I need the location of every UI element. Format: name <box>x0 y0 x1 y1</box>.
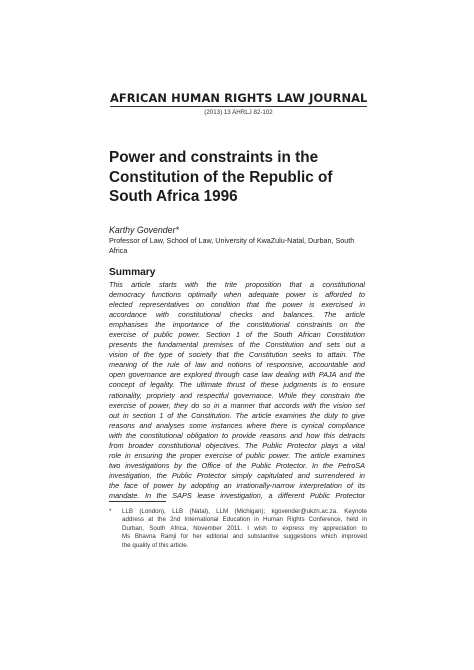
summary-line: exercise of public power. Section 1 of the South African Constitution <box>109 330 365 340</box>
footnote-marker: * <box>109 508 112 515</box>
summary-line: concept of legality. The ultimate thrust of these judgments is to ensure <box>109 380 365 390</box>
summary-heading: Summary <box>109 267 156 278</box>
affiliation-line: Africa <box>109 246 128 256</box>
footnote-line: Durban, South Africa, November 2011. I wish to express my appreciation to <box>122 524 367 532</box>
footnote-rule <box>109 501 166 502</box>
summary-line: the face of power by adopting an irrationally-narrow interpretation of its <box>109 480 365 490</box>
title-line: Constitution of the Republic of <box>109 168 333 186</box>
journal-name: AFRICAN HUMAN RIGHTS LAW JOURNAL <box>110 91 368 105</box>
title-line: South Africa 1996 <box>109 188 238 205</box>
summary-line: investigation, the Public Protector simply capitulated and surrendered in <box>109 470 365 480</box>
footnote-line: the quality of this article. <box>122 541 189 549</box>
footnote-line: Ms Bhavna Ramji for her editorial and substantive suggestions which improved <box>122 533 367 541</box>
footnote-line: address at the 2nd International Education in Human Rights Conference, held in <box>122 516 367 524</box>
summary-line: open governance are explored through case law dealing with PAJA and the <box>109 370 365 380</box>
author-name: Karthy Govender* <box>109 225 179 235</box>
summary-line: vision of the type of society that the Constitution seeks to attain. The <box>109 350 365 360</box>
summary-line: mandate. In the SAPS lease investigation, a different Public Protector <box>109 490 365 500</box>
summary-line: emphasises the importance of the constitutional constraints on the <box>109 320 365 330</box>
summary-line: presents the fundamental premises of the Constitution and sets out a <box>109 340 365 350</box>
summary-line: from broader constitutional objectives. The Public Protector plays a vital <box>109 440 365 450</box>
header-rule <box>110 106 367 107</box>
summary-line: elected representatives on condition that the power is exercised in <box>109 300 365 310</box>
summary-line: accordance with constitutional checks and balances. The article <box>109 310 365 320</box>
author-affiliation <box>109 236 369 256</box>
summary-text <box>109 280 365 501</box>
summary-line: rationality, propriety and respectful governance. While they constrain the <box>109 390 365 400</box>
footnote-text <box>122 508 367 550</box>
footnote-line: LLB (London), LLB (Natal), LLM (Michigan); kgovender@ukzn.ac.za. Keynote <box>122 508 367 515</box>
summary-line: role in ensuring the proper exercise of public power. The article examines <box>109 450 365 460</box>
article-title <box>109 148 369 207</box>
summary-line: This article starts with the trite proposition that a constitutional <box>109 280 365 289</box>
title-line: Power and constraints in the <box>109 149 319 166</box>
affiliation-line: Professor of Law, School of Law, University of KwaZulu-Natal, Durban, South <box>109 236 355 245</box>
summary-line: meaning of the rule of law and notions of responsive, accountable and <box>109 360 365 370</box>
journal-citation: (2013) 13 AHRLJ 82-102 <box>204 109 273 116</box>
summary-line: with the constitutional obligation to provide reasons and how this detracts <box>109 430 365 440</box>
summary-line: democracy functions optimally when adequate power is afforded to <box>109 290 365 300</box>
summary-line: out in section 1 of the Constitution. The article examines the duty to give <box>109 410 365 420</box>
summary-line: exercise of power, they do so in a manner that accords with the vision set <box>109 400 365 410</box>
summary-line: reasons and analyses some instances where there is cynical compliance <box>109 420 365 430</box>
summary-line: two investigations by the Office of the Public Protector. In the PetroSA <box>109 460 365 470</box>
